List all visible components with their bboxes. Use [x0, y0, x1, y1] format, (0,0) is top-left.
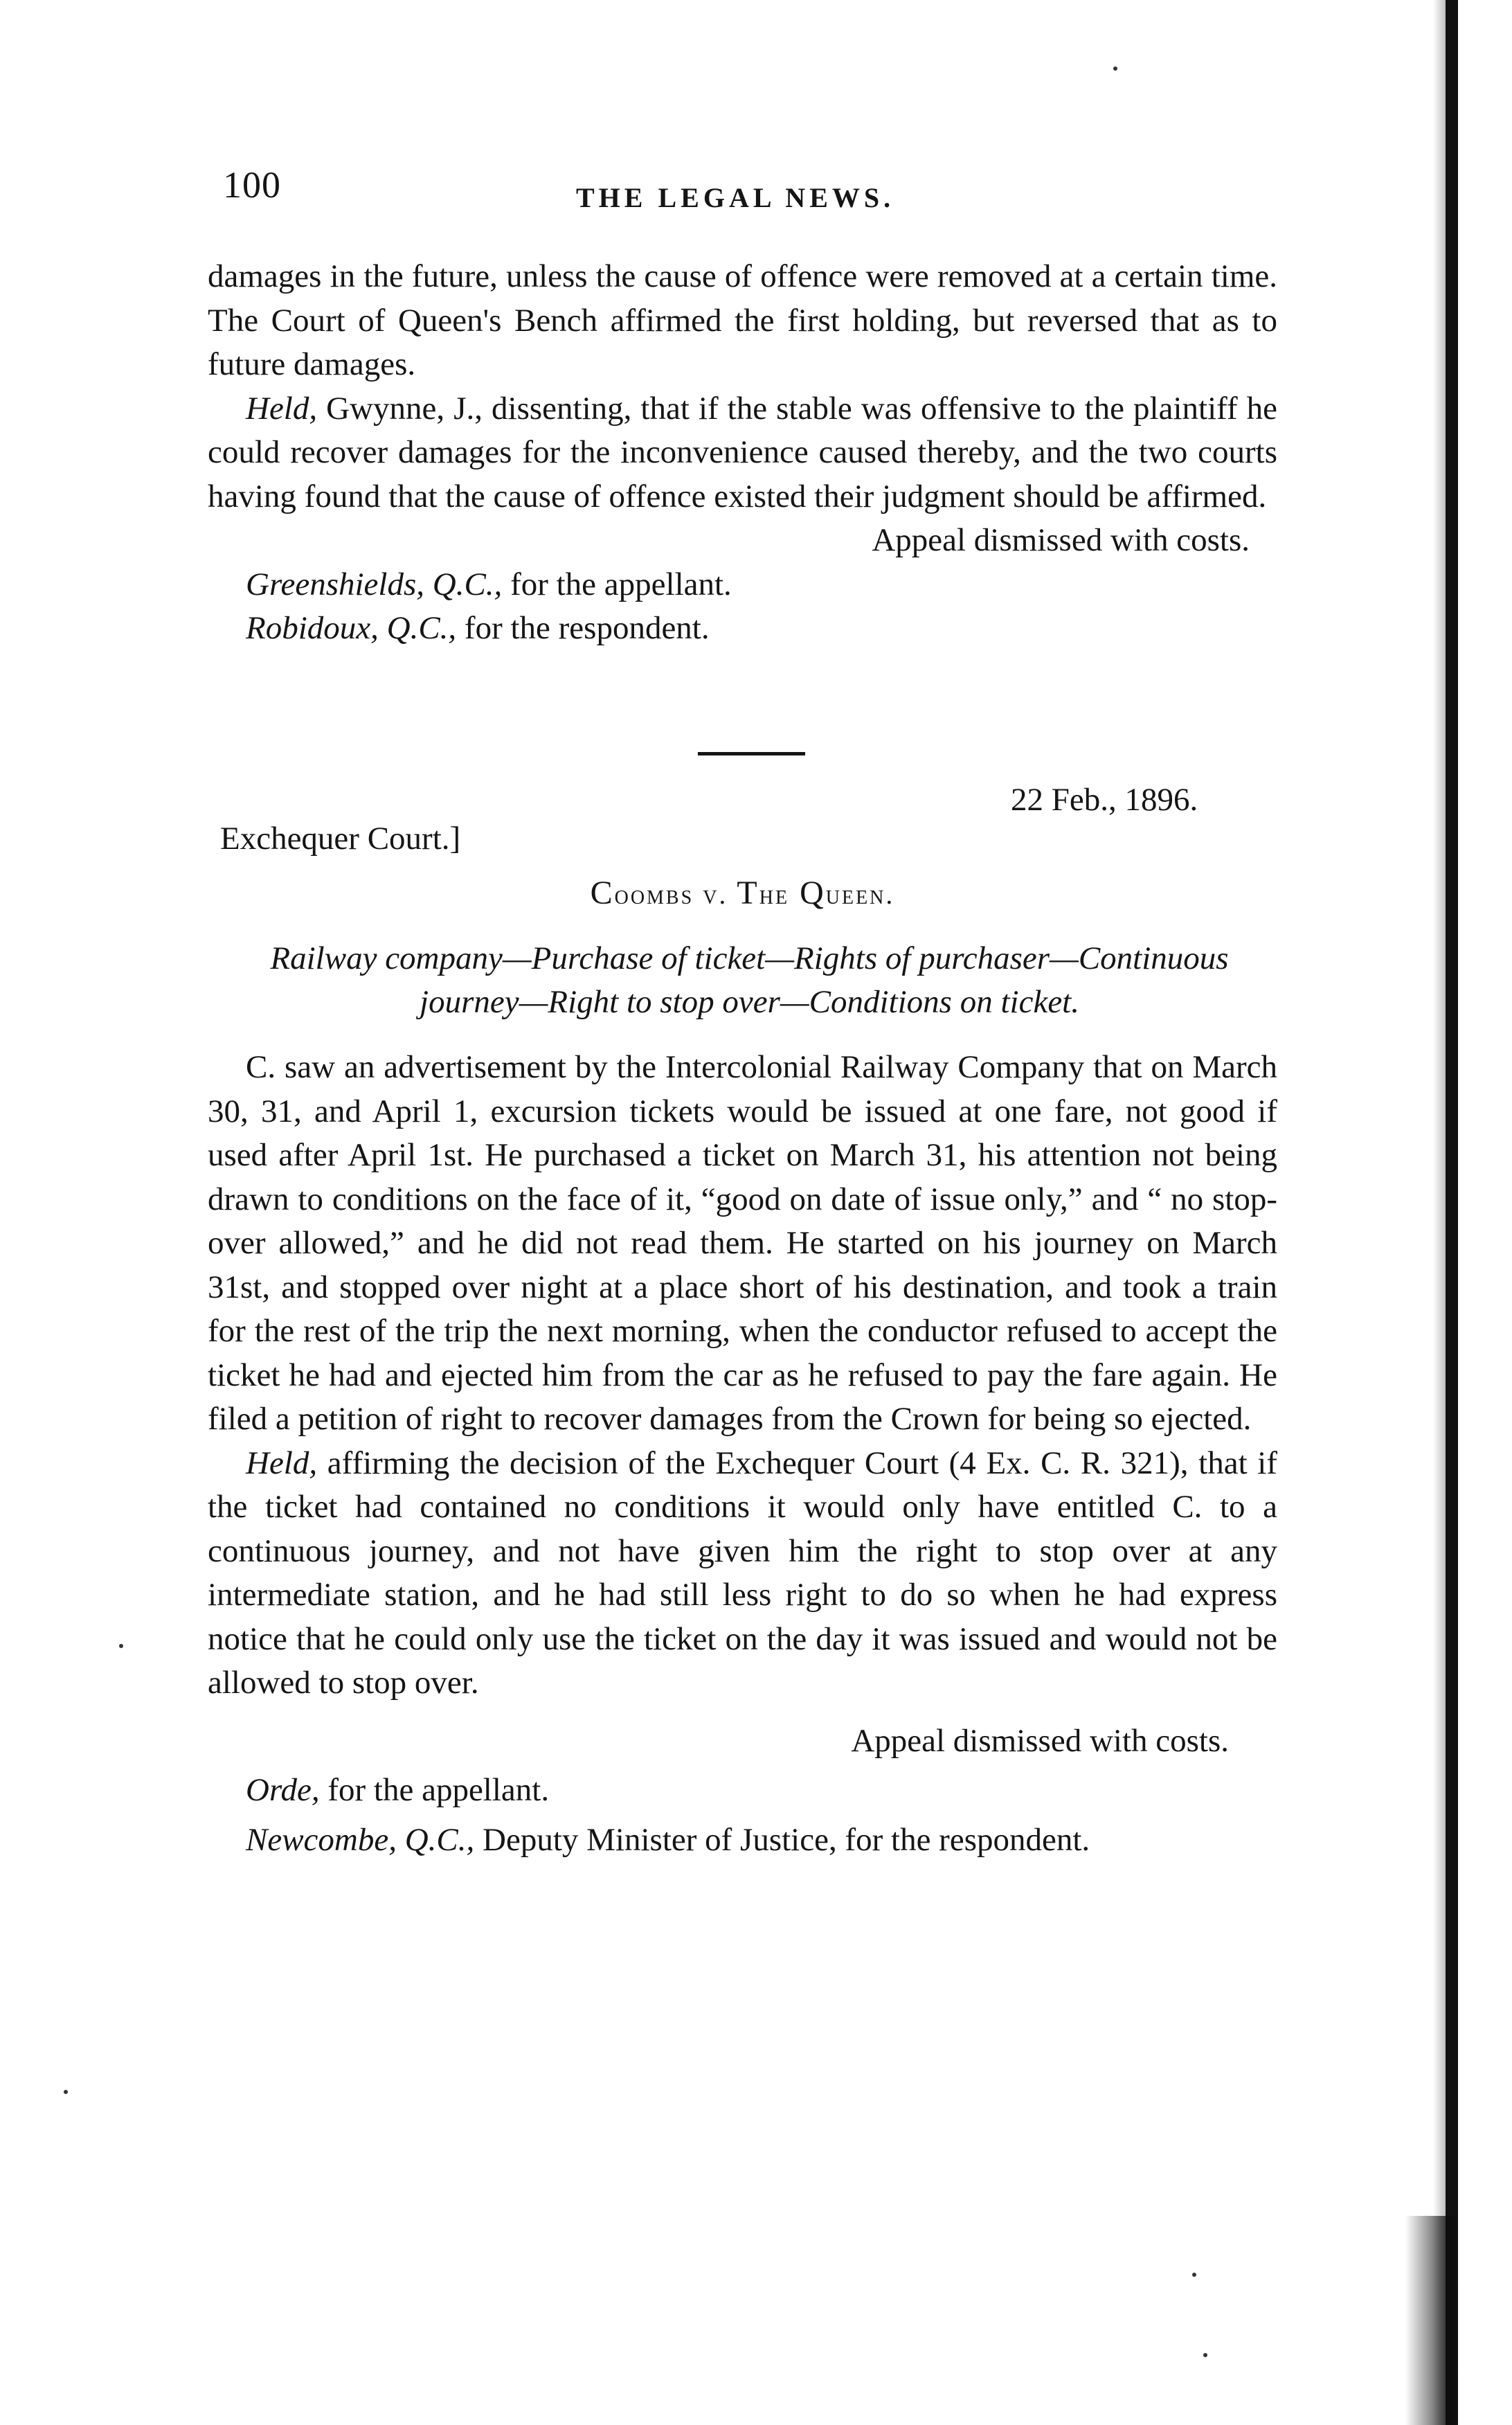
held-text: Gwynne, J., dissenting, that if the stable was offensive to the plaintiff he could recover damages for the inconvenience caused thereby, and the two courts having found that the cause of offence existed their judgment should be affirmed.	[208, 390, 1277, 514]
held-paragraph	[208, 1442, 1277, 1706]
page-number: 100	[223, 164, 281, 206]
counsel-role: for the appellant.	[319, 1772, 550, 1808]
respondent-counsel	[208, 607, 1277, 651]
second-case	[208, 1046, 1277, 1862]
held-label: Held,	[246, 1444, 318, 1481]
disposition: Appeal dismissed with costs.	[872, 522, 1250, 558]
scan-speck	[119, 1644, 123, 1648]
counsel-role: for the appellant.	[502, 566, 732, 602]
continuation-paragraph: damages in the future, unless the cause of offence were removed at a certain time. The Court of Queen's Bench affirmed the first holding, but reversed that as to future damages.	[208, 258, 1277, 382]
section-divider	[698, 752, 805, 755]
counsel-name: Orde,	[246, 1772, 320, 1808]
case-title: Coombs v. The Queen.	[590, 875, 895, 911]
counsel-name: Newcombe, Q.C.,	[246, 1821, 475, 1858]
disposition: Appeal dismissed with costs.	[851, 1722, 1229, 1759]
scan-speck	[64, 2090, 68, 2094]
held-label: Held,	[246, 390, 318, 427]
facts-paragraph: C. saw an advertisement by the Intercolonial Railway Company that on March 30, 31, and April 1, excursion tickets would be issued at one fare, not good if used after April 1st. He purchased a ticket on March 31, his attention not being drawn to conditions on the face of it, “good on date of issue only,” and “ no stop-over allowed,” and he did not read them. He started on his journey on March 31st, and stopped over night at a place short of his destination, and took a train for the rest of the trip the next morning, when the conductor refused to accept the ticket he had and ejected him from the car as he refused to pay the fare again. He filed a petition of right to recover damages from the Crown for being so ejected.	[208, 1049, 1277, 1437]
appellant-counsel	[208, 563, 1277, 607]
counsel-role: Deputy Minister of Justice, for the respondent.	[474, 1821, 1090, 1858]
binding-shadow	[1433, 0, 1446, 2425]
page-header	[223, 163, 984, 212]
binding-edge-bottom	[1405, 2216, 1458, 2425]
scan-speck	[1203, 2353, 1207, 2357]
running-head: THE LEGAL NEWS.	[576, 182, 895, 213]
court-name: Exchequer Court.]	[220, 821, 461, 857]
decision-date: 22 Feb., 1896.	[1011, 782, 1198, 818]
counsel-name: Robidoux, Q.C.,	[246, 610, 457, 646]
counsel-name: Greenshields, Q.C.,	[246, 566, 503, 602]
held-paragraph	[208, 387, 1277, 519]
headnote: Railway company—Purchase of ticket—Rights of purchaser—Continuous journey—Right to stop over—Conditions on ticket.	[270, 940, 1229, 1020]
respondent-counsel	[208, 1818, 1277, 1863]
scan-speck	[1113, 66, 1117, 71]
held-text: affirming the decision of the Exchequer Court (4 Ex. C. R. 321), that if the ticket had contained no conditions it would only have entitled C. to a continuous journey, and not have given him the right to stop over at any intermediate station, and he had still less right to do so when he had express notice that he could only use the ticket on the day it was issued and would not be allowed to stop over.	[208, 1444, 1277, 1701]
binding-edge	[1446, 0, 1458, 2425]
first-case	[208, 255, 1277, 651]
appellant-counsel	[208, 1769, 1277, 1813]
counsel-role: for the respondent.	[456, 610, 710, 646]
scan-speck	[1192, 2273, 1196, 2277]
